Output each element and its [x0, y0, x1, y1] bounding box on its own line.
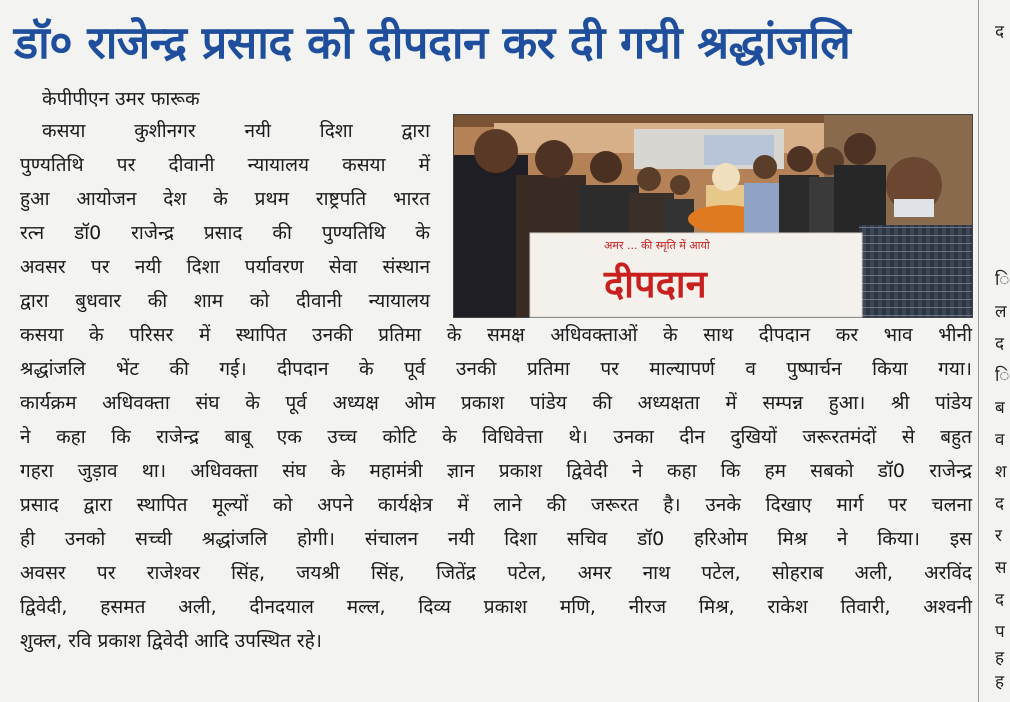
edge-glyph: श	[995, 462, 1007, 482]
edge-glyph: स	[995, 558, 1007, 578]
body-paragraph	[20, 318, 972, 658]
text-line: द्विवेदी, हसमत अली, दीनदयाल मल्ल, दिव्य प्रकाश मणि, नीरज मिश्र, राकेश तिवारी, अश्वनी	[20, 596, 972, 618]
news-photo	[453, 114, 973, 318]
edge-glyph: ल	[995, 302, 1007, 322]
text-line: कार्यक्रम अधिवक्ता संघ के पूर्व अध्यक्ष ओम प्रकाश पांडेय की अध्यक्षता में सम्पन्न हुआ। श्री पांडेय	[20, 392, 972, 414]
edge-glyph: प	[995, 622, 1005, 642]
text-line: श्रद्धांजलि भेंट की गई। दीपदान के पूर्व उनकी प्रतिमा पर माल्यापर्ण व पुष्पार्चन किया गया।	[20, 358, 972, 380]
headline: डॉ० राजेन्द्र प्रसाद को दीपदान कर दी गयी श्रद्धांजलि	[14, 16, 851, 69]
edge-glyph: ह	[995, 672, 1005, 692]
adjacent-column-edge	[978, 0, 1009, 702]
text-line: ने कहा कि राजेन्द्र बाबू एक उच्च कोटि के विधिवेत्ता थे। उनका दीन दुखियों जरूरतमंदों से बहुत	[20, 426, 972, 448]
lead-paragraph	[20, 114, 430, 318]
edge-glyph: द	[995, 22, 1005, 42]
text-line: रत्न डॉ0 राजेन्द्र प्रसाद की पुण्यतिथि के	[20, 222, 430, 244]
edge-glyph: ि	[995, 270, 1010, 290]
edge-glyph: ह	[995, 648, 1005, 668]
edge-glyph: व	[995, 430, 1005, 450]
text-line: प्रसाद द्वारा स्थापित मूल्यों को अपने कार्यक्षेत्र में लाने की जरूरत है। उनके दिखाए मार्ग पर चलना	[20, 494, 972, 516]
text-line: अवसर पर राजेश्वर सिंह, जयश्री सिंह, जितेंद्र पटेल, अमर नाथ पटेल, सोहराब अली, अरविंद	[20, 562, 972, 584]
text-line: कसया के परिसर में स्थापित उनकी प्रतिमा के समक्ष अधिवक्ताओं के साथ दीपदान कर भाव भीनी	[20, 324, 972, 346]
edge-glyph: द	[995, 494, 1005, 514]
text-line: कसया कुशीनगर नयी दिशा द्वारा	[42, 120, 430, 142]
text-line: शुक्ल, रवि प्रकाश द्विवेदी आदि उपस्थित रहे।	[20, 630, 322, 652]
edge-glyph: द	[995, 590, 1005, 610]
text-line: हुआ आयोजन देश के प्रथम राष्ट्रपति भारत	[20, 188, 430, 210]
edge-glyph: ि	[995, 366, 1010, 386]
edge-glyph: द	[995, 334, 1005, 354]
banner-main-text: दीपदान	[604, 262, 707, 306]
text-line: गहरा जुड़ाव था। अधिवक्ता संघ के महामंत्री ज्ञान प्रकाश द्विवेदी ने कहा कि हम सबको डॉ0 राजेन्द्र	[20, 460, 972, 482]
text-line: अवसर पर नयी दिशा पर्यावरण सेवा संस्थान	[20, 256, 430, 278]
banner-top-text: अमर ... की स्मृति में आयो	[604, 239, 710, 252]
text-line: पुण्यतिथि पर दीवानी न्यायालय कसया में	[20, 154, 430, 176]
text-line: द्वारा बुधवार की शाम को दीवानी न्यायालय	[20, 290, 430, 312]
edge-glyph: ब	[995, 398, 1005, 418]
edge-glyph: र	[995, 526, 1002, 546]
photo-illustration	[454, 115, 972, 317]
text-line: ही उनको सच्ची श्रद्धांजलि होगी। संचालन नयी दिशा सचिव डॉ0 हरिओम मिश्र ने किया। इस	[20, 528, 972, 550]
byline: केपीपीएन उमर फारूक	[42, 88, 200, 110]
